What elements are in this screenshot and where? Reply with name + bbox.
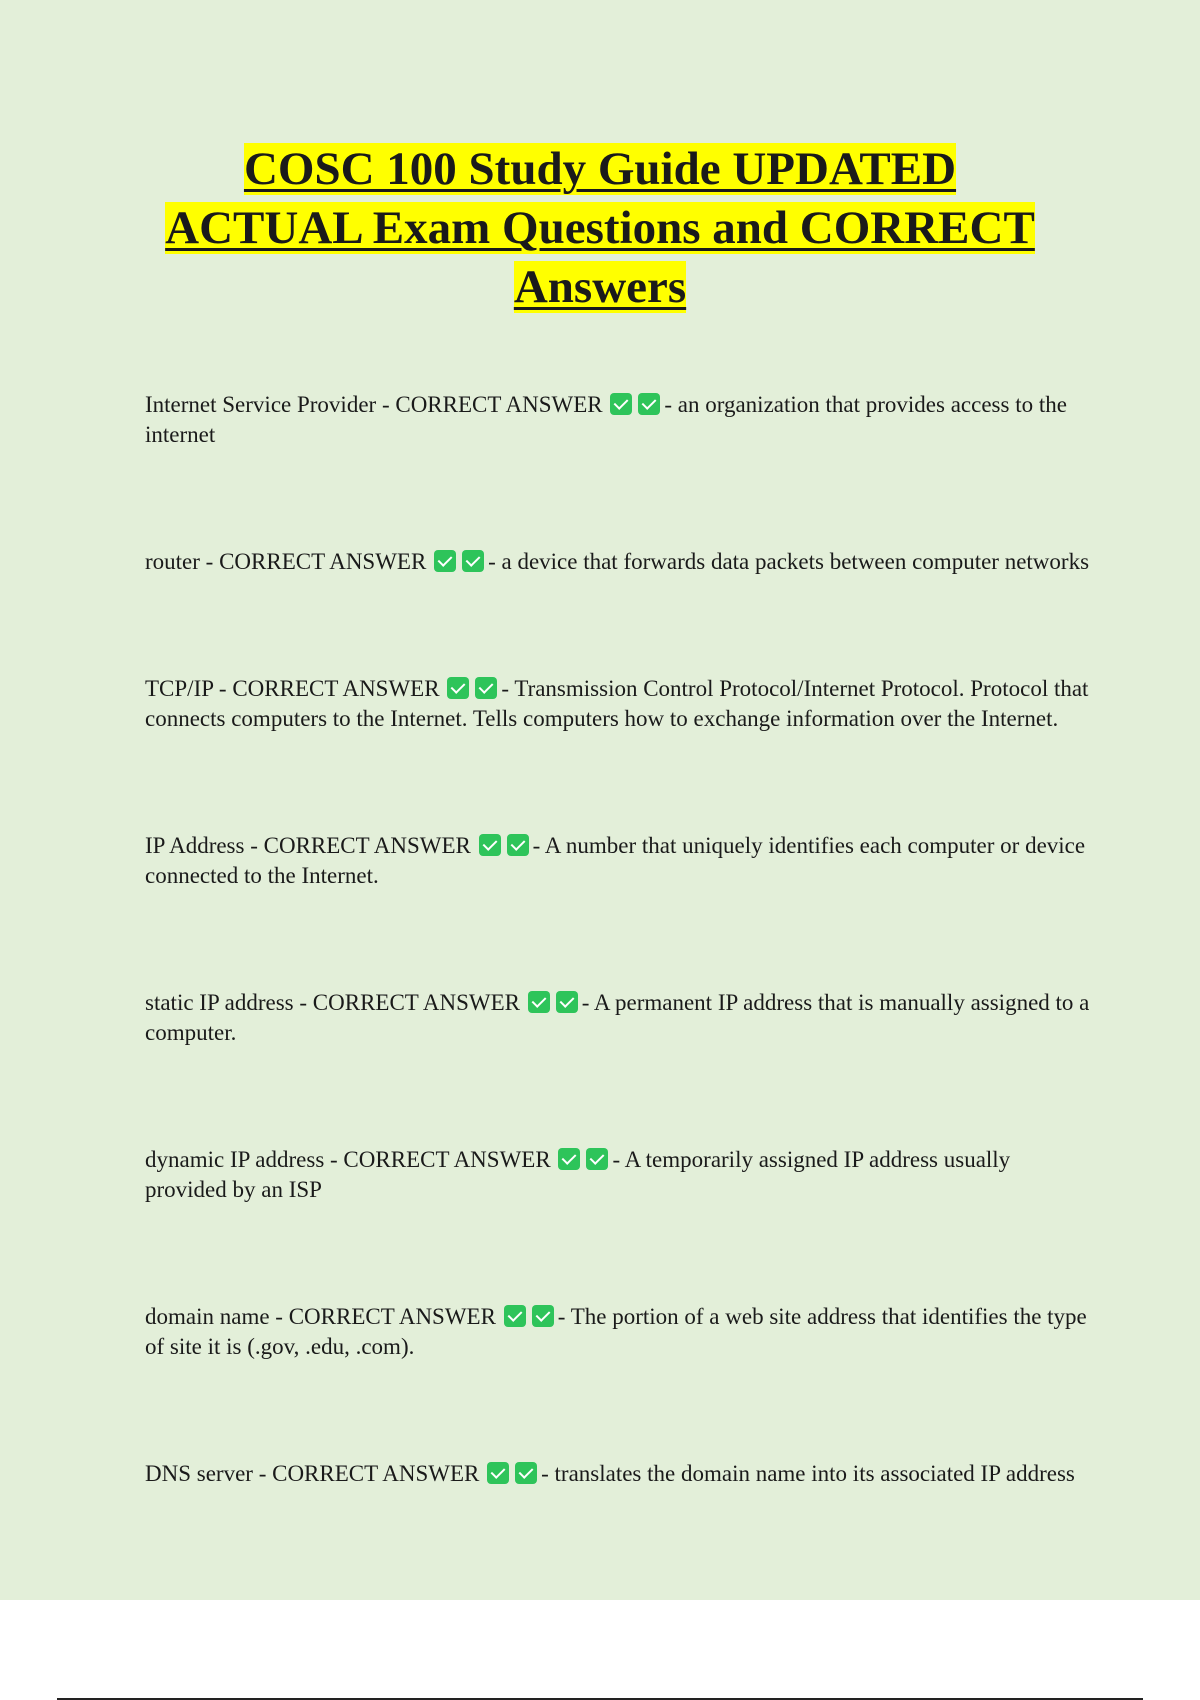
flashcard-list bbox=[145, 390, 1090, 1586]
check-icon bbox=[487, 1462, 509, 1484]
entry-definition: - A permanent IP address that is manually assigned to a computer. bbox=[145, 990, 1090, 1045]
check-icon bbox=[507, 834, 529, 856]
list-item bbox=[145, 988, 1090, 1048]
title-line-2: ACTUAL Exam Questions and CORRECT bbox=[165, 202, 1035, 254]
check-icon bbox=[638, 393, 660, 415]
entry-definition: - translates the domain name into its associated IP address bbox=[541, 1461, 1075, 1486]
entry-term: DNS server - CORRECT ANSWER bbox=[145, 1461, 480, 1486]
entry-term: Internet Service Provider - CORRECT ANSWER bbox=[145, 392, 603, 417]
check-icon bbox=[447, 677, 469, 699]
document-title bbox=[100, 140, 1100, 317]
check-icon bbox=[434, 550, 456, 572]
entry-term: router - CORRECT ANSWER bbox=[145, 549, 427, 574]
entry-definition: - Transmission Control Protocol/Internet Protocol. Protocol that connects computers to the Internet. Tells computers how to exchange information over the Internet. bbox=[145, 676, 1089, 731]
entry-definition: - A temporarily assigned IP address usually provided by an ISP bbox=[145, 1147, 1011, 1202]
list-item bbox=[145, 1302, 1090, 1362]
title-line-3: Answers bbox=[513, 261, 687, 313]
entry-term: dynamic IP address - CORRECT ANSWER bbox=[145, 1147, 551, 1172]
check-icon bbox=[462, 550, 484, 572]
list-item bbox=[145, 1145, 1090, 1205]
list-item bbox=[145, 390, 1090, 450]
entry-term: TCP/IP - CORRECT ANSWER bbox=[145, 676, 440, 701]
check-icon bbox=[475, 677, 497, 699]
check-icon bbox=[558, 1148, 580, 1170]
list-item bbox=[145, 831, 1090, 891]
check-icon bbox=[479, 834, 501, 856]
entry-definition: - The portion of a web site address that identifies the type of site it is (.gov, .edu, .com). bbox=[145, 1304, 1087, 1359]
check-icon bbox=[556, 991, 578, 1013]
list-item bbox=[145, 547, 1090, 577]
entry-definition: - A number that uniquely identifies each computer or device connected to the Internet. bbox=[145, 833, 1086, 888]
entry-definition: - a device that forwards data packets between computer networks bbox=[488, 549, 1090, 574]
check-icon bbox=[610, 393, 632, 415]
check-icon bbox=[515, 1462, 537, 1484]
entry-term: IP Address - CORRECT ANSWER bbox=[145, 833, 471, 858]
check-icon bbox=[532, 1305, 554, 1327]
entry-term: domain name - CORRECT ANSWER bbox=[145, 1304, 496, 1329]
list-item bbox=[145, 1459, 1090, 1489]
check-icon bbox=[528, 991, 550, 1013]
check-icon bbox=[504, 1305, 526, 1327]
list-item bbox=[145, 674, 1090, 734]
entry-term: static IP address - CORRECT ANSWER bbox=[145, 990, 521, 1015]
title-line-1: COSC 100 Study Guide UPDATED bbox=[243, 143, 957, 195]
entry-definition: - an organization that provides access to the internet bbox=[145, 392, 1067, 447]
check-icon bbox=[586, 1148, 608, 1170]
